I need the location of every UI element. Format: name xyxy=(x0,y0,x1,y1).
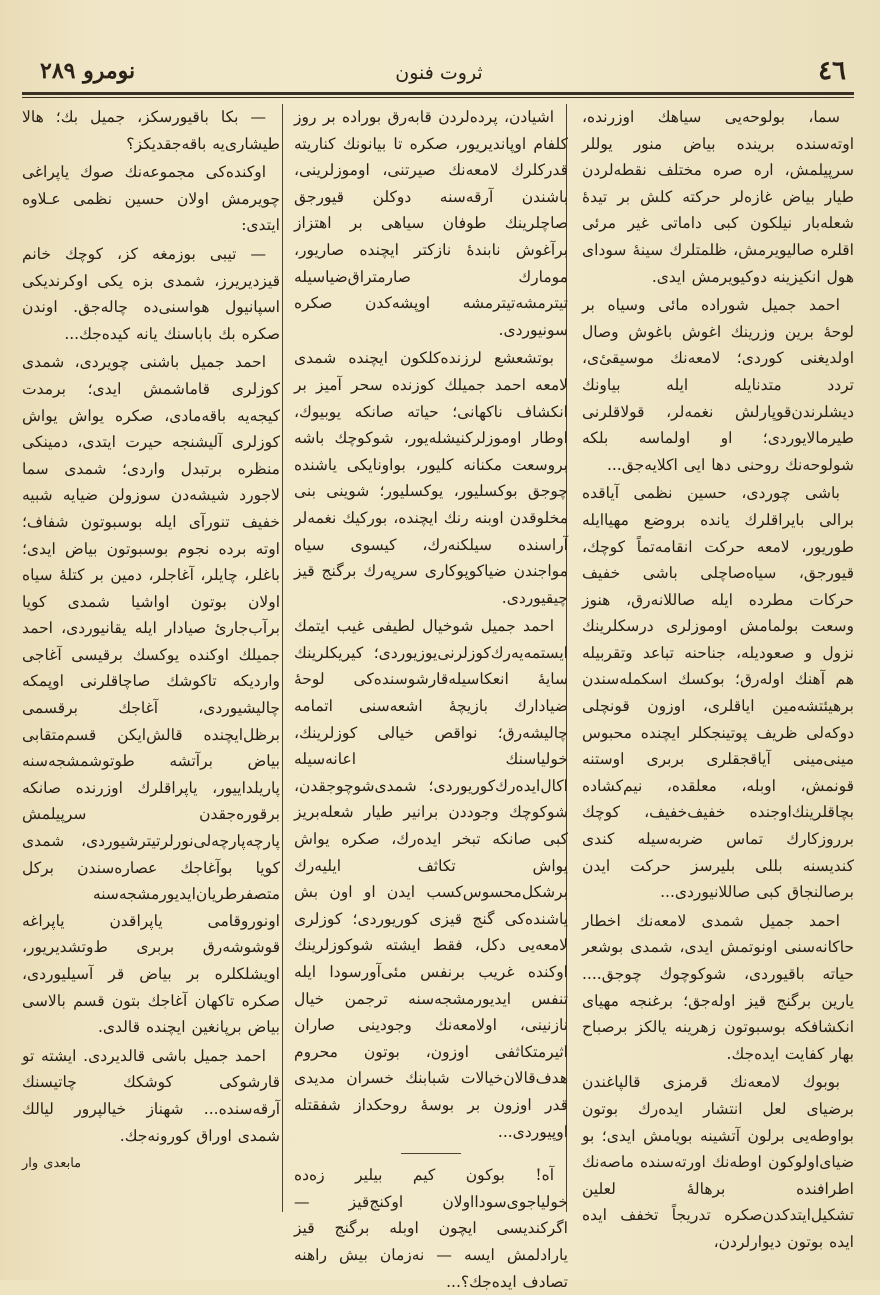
paragraph: بوبوك لامعه‌نك قرمزی قالپاغندن برضیای لعل انتشار ایده‌رك بوتون بواوطه‌یی برلون آتشینه بویامش ایدی؛ بو ضیای‌اولوكون اوطه‌نك اورته‌سنده ماصه‌نك اطرافنده برهاله‌ٔ لعلین تشكیل‌ایتدكدن‌صكره تدریجاً تخفف ایده ایده بوتون دیوارلردن، xyxy=(582,1073,854,1251)
column-left xyxy=(22,104,280,1214)
paragraph: احمد جمیل شوخیال لطیفی غیب ایتمك ایستمه‌یه‌رك‌كوزلرنی‌یوزیوردی؛ كیریكلرینك سایهٔ انعكاسیله‌قارشوسنده‌كی لوحهٔ ضیادارك بازیچهٔ اشعه‌سنی اتمامه چالیشه‌رق؛ نواقص خیالی كوزلرینك، خولیاسنك اعانه‌سیله اكال‌ایده‌رك‌كوریوردی؛ شمدی‌شوچوجقدن، شوكوچك وجوددن برانیر طیار شعله‌بریز كبی صانكه تبخر ایده‌رك، صكره یواش یواش تكاثف ایلیه‌رك برشكل‌محسوس‌كسب ایدن او اون بش یاشنده‌كی گنج قیزی كوریوردی؛ كوزلری لامعه‌یی دكل، فقط ایشته شوكوزلرینك اوكنده غریب برنفس مئی‌آورسودا ایله تنفس ایدیورمشجه‌سنه ترجمن خیال نازنینی، اولامعه‌نك وجودینی صاران اثیرمتكاثفی اوزون، بوتون محروم هدف‌قالان‌خیالات شبابنك خسران مدیدی قدر اوزون بر بوسهٔ روحكداز شفقتله اوپیوردی... xyxy=(294,617,568,1141)
paragraph: اشیادن، پرده‌لردن قابه‌رق بوراده بر روز كلفام اوپاندیریور، صكره تا بیانونك كناریته قدركلرك لامعه‌نك صیرتنی، اوموزلرینی، باشندن آرقه‌سنه دوكلن قیورجق صاچلر‌ینك طوفان سیاهی بر اهتزاز برآغوش نابندهٔ نازكتر ایچنده صاریور، مومارك صارمتراق‌ضیاسیله تیترمشه‌تیترمشه اوپشه‌كدن صكره سونیوردی. xyxy=(294,108,568,339)
paragraph: آه! بوكون كیم بیلیر زه‌ده خولیا‌جوی‌سودا‌اولان اوكنج‌قیز — اگركندیسی ایچون اوبله برگنج قیز یارادلمش ایسه — نه‌زمان بیش راهنه تصادف ایده‌جك؟... xyxy=(294,1166,568,1291)
page-number: ٤٦ xyxy=(818,56,846,86)
paragraph: اوكنده‌كی مجموعه‌نك صوك یاپراغی چویرمش اولان حسین نظمی عـلاوه ایتدی: xyxy=(22,163,280,235)
column-middle xyxy=(294,104,568,1291)
paragraph: — تیبی بوزمغه كز، كوچك خانم قیزدیریرز، شمدی بزه یكی اوكرندیكی اسپانیول هواسنی‌ده چاله‌جق. اوندن صكره بك باباسنك یانه كیده‌جك... xyxy=(22,244,280,343)
section-separator xyxy=(401,1153,461,1154)
paragraph: بوتشعشع لرزنده‌كلكون ایچنده شمدی لامعه احمد جمیلك كوزنده سحر آمیز بر انكشاف ناكهانی؛ حیاته صانكه یوبیوك، اوطار اوموزلركنیشله‌یور، شوكوچك باشه بروسعت مكنانه كلیور، بواونایكی یاشنده چوجق بوكسلیور، یوكسلیور؛ شوینی بنی مخلوقدن اوبنه رنك ایچنده، بوركیك نغمه‌لر آراسنده سیلكنه‌رك، كیسوی سیاه مواجندن ضیاكوپوكاری سرپه‌رك برگنج قیز چیقیوردی. xyxy=(294,349,568,607)
paragraph: احمد جمیل باشی قالدیردی. ایشته تو قارشوكی كوشكك چاتیسنك آرقه‌سنده... شهناز خیالپرور لیالك شمدی اوراق كورونه‌جك. xyxy=(22,1046,280,1145)
paragraph: باشی چوردی، حسین نظمی آیاقده برالی بایراقلرك یانده بروضع مهیاایله طوریور، لامعه حركت انقامه‌تماً كوچك، قیورجق، سیاه‌صاچلی باشی خفیف حركات مطرده ایله صاللانه‌رق، هنوز وسعت بولما‌مش اوموزلری درسكلرینك نزول و صعودیله، جناحنه تباعد وتقربیله هم آهنك اوله‌رق؛ بوكسك اسكمله‌سندن برهیئتشه‌مین ایاقلری، اوزون قونچلی دوكه‌لی ظریف پوتینجكلر ایچنده محبوس مینی‌مینی آیاقجقلری بربری اوستنه قونمش، اوبله، معلقده، نیم‌كشاده بچاقلرینك‌اوجنده خفیف‌خفیف، كوچك برروزكارك تماس ضربه‌سیله كندی كندیسنه بللی بلیرسز حركت ایدن برصا‌لنجاق كبی صاللانیوردی... xyxy=(582,484,854,902)
page-header xyxy=(22,52,856,92)
paragraph: سما، بولوحه‌یی سیاهك اوزرنده، اوته‌سنده برینده بیاض منور یوللر سرپیلمش، اره صره مختلف نقطه‌لردن طیار بیاض غازه‌لر حركته كلش بر تیده‌ٔ شعله‌بار نیلكون كبی داماتی غیر مرئی اقلره صالیویرمش، ظلمتلرك سینه‌ٔ سودای هول انكیزینه دوكیویرمش ایدی. xyxy=(582,108,854,286)
continued-note: مابعدی وار xyxy=(22,1156,82,1172)
header-rule xyxy=(22,92,854,95)
paragraph: — بكا باقیورسكز، جمیل بك؛ هالا طیشاری‌یه باقه‌جقدیكز؟ xyxy=(22,108,280,153)
paragraph: احمد جمیل باشنی چویردی، شمدی كوزلری قاماشمش ایدی؛ برمدت كیجه‌یه باقه‌مادی، صكره یواش یواش كوزلری آلیشنجه حیرت ایتدی، دمینكی منظره برتبدل واردی؛ شمدی سما لاجورد شیشه‌دن سوزولن ضیایه شبیه خفیف تنورآی ایله بوسبوتون شفاف؛ اوته برده نجوم بوسبوتون بیاض ایدی؛ باغلر، چایلر، آغاجلر، دمین بر كتلهٔ سیاه اولان بوتون اواشیا شمدی كویا برآب‌جاریٔ صیادار ایله یقانیوردی، احمد جمیلك اوكنده یوكسك برقیسی آغاجی واردیكه تاكوشك صاچاقلرنی اوپمكه چالیشیوردی، آغاجك برقسمی برظل‌ایچنده قالش‌ایكن قسم‌متقابی بیاض برآتشه طوتوشمشجه‌سنه پاریلداییور، یاپراقلرك اوزرنده صانكه برقوره‌جقدن سر‌پیلمش پارچه‌پارچه‌لی‌نورلرتیترشیوردی، شمدی كویا بوآغاجك عصاره‌سندن بركل متصفرطریان‌ایدیورمشجه‌سنه اونوروقامی یاپراقدن یاپراغه قوشوشه‌رق بربری ط‌وتشدیریور، اویشلكلره بر بیاض قر آسیلیوردی، صكره تاكهان آغاجك بتون قسم بالاسی بیاض برپانغین ایچنده قالدی. xyxy=(22,353,280,1037)
column-right xyxy=(582,104,854,1251)
journal-title: ثروت فنون xyxy=(395,62,483,84)
issue-number: نومرو ٢٨٩ xyxy=(40,58,136,84)
header-rule-thin xyxy=(22,97,854,98)
paragraph: احمد جمیل شوراده مائی وسیاه بر لوحه‌ٔ برین وزرینك اغوش باغوش وصال اولدیغنی كوردی؛ لامعه‌نك موسیقیٔ‌ی، تردد متدنایله ایله بیاونك دیشلرندن‌قوپارلش نغمه‌لر، قولاقلرنی طیرمالایوردی؛ او اولماسه بلكه شولوحه‌نك روحنی دها ایی اكلایه‌جق... xyxy=(582,296,854,474)
paragraph: احمد جمیل شمدی لامعه‌نك اخطار حاكانه‌سنی اونوتمش ایدی، شمدی بوشعر حیاته باقیوردی، شوكوچوك چوجق.... یارین برگنج قیز اوله‌جق؛ برغنجه مهیای انكشافكه بوسبوتون زهرینه یالكز برصباح بهار كفایت ایده‌جك. xyxy=(582,911,854,1063)
column-divider xyxy=(282,104,283,1212)
